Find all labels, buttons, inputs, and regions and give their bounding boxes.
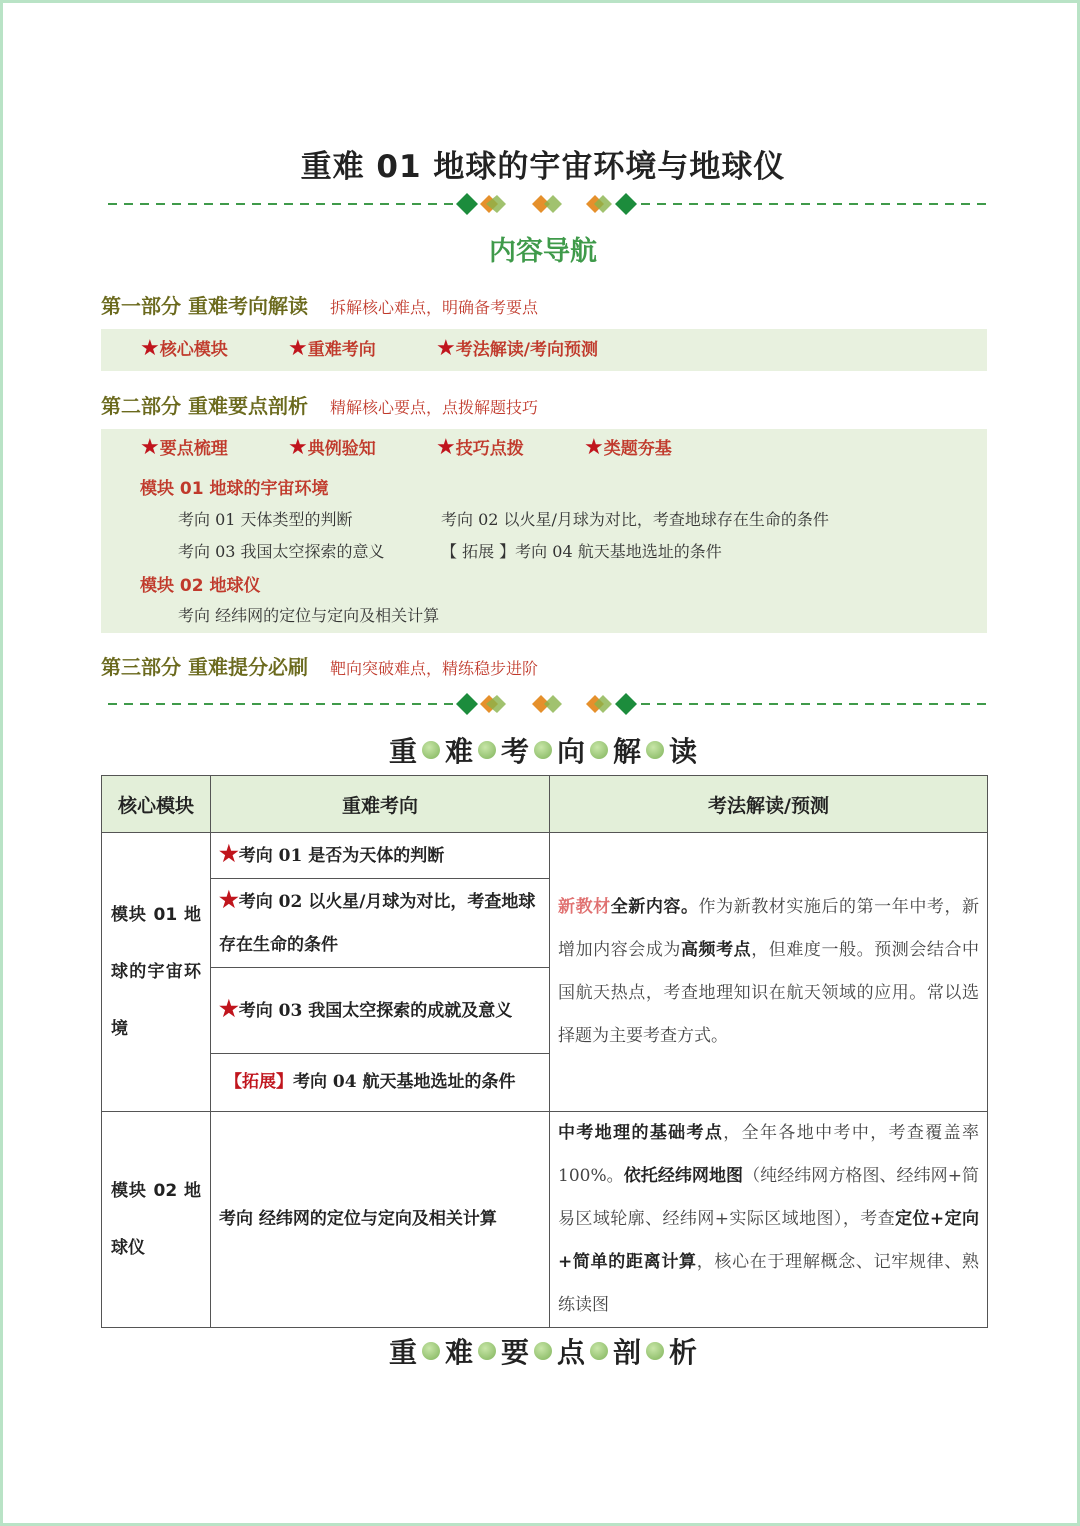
section-heading-analysis: 重 难 考 向 解 读 <box>388 735 698 768</box>
part-3-heading <box>101 651 538 680</box>
star-icon: ★ <box>140 435 160 460</box>
direction-item: 考向 01 天体类型的判断 <box>178 510 353 529</box>
part-2-desc: 精解核心要点，点拨解题技巧 <box>329 398 538 417</box>
star-item-exam-analysis: ★考法解读/考向预测 <box>436 336 598 361</box>
direction-item: 考向 03 我国太空探索的意义 <box>178 542 385 561</box>
table-header-module: 核心模块 <box>102 776 211 833</box>
star-icon: ★ <box>436 435 456 460</box>
star-item-key-points: ★要点梳理 <box>140 435 228 460</box>
analysis-cell-2: 中考地理的基础考点，全年各地中考中，考查覆盖率 100%。依托经纬网地图（纯经纬网方格图、经纬网+简易区域轮廓、经纬网+实际区域地图），考查定位+定向+简单的距离计算，核心在于理解概念、记牢规律、熟练读图 <box>550 1112 988 1328</box>
module-01-title: 模块 01 地球的宇宙环境 <box>140 479 329 499</box>
part-1-desc: 拆解核心难点，明确备考要点 <box>329 298 538 317</box>
module-02-title: 模块 02 地球仪 <box>140 576 261 596</box>
analysis-table <box>101 775 988 1328</box>
dot-icon <box>534 741 552 759</box>
direction-cell: ★考向 02 以火星/月球为对比，考查地球存在生命的条件 <box>211 879 550 968</box>
part-2-star-row <box>140 434 732 460</box>
module-01-cell: 模块 01 地球的宇宙环境 <box>102 833 211 1112</box>
dot-icon <box>478 741 496 759</box>
part-1-title: 第一部分 重难考向解读 <box>101 294 308 318</box>
divider-top <box>108 189 986 219</box>
direction-cell: ★考向 01 是否为天体的判断 <box>211 833 550 879</box>
section-heading-keypoints: 重 难 要 点 剖 析 <box>388 1336 698 1369</box>
star-icon: ★ <box>436 336 456 361</box>
dot-icon <box>478 1342 496 1360</box>
star-icon: ★ <box>584 435 604 460</box>
part-1-heading <box>101 290 538 319</box>
star-item-key-direction: ★重难考向 <box>288 336 376 361</box>
analysis-cell-1: 新教材全新内容。作为新教材实施后的第一年中考，新增加内容会成为高频考点，但难度一般。预测会结合中国航天热点，考查地理知识在航天领域的应用。常以选择题为主要考查方式。 <box>550 833 988 1112</box>
module-02-cell: 模块 02 地球仪 <box>102 1112 211 1328</box>
star-icon: ★ <box>219 996 239 1022</box>
direction-cell: 考向 经纬网的定位与定向及相关计算 <box>211 1112 550 1328</box>
direction-cell: ★考向 03 我国太空探索的成就及意义 <box>211 968 550 1054</box>
divider-bottom <box>108 689 986 719</box>
part-2-heading <box>101 390 538 419</box>
dot-icon <box>646 741 664 759</box>
star-item-core-module: ★核心模块 <box>140 336 228 361</box>
direction-cell-extension: 【拓展】考向 04 航天基地选址的条件 <box>211 1054 550 1112</box>
part-2-title: 第二部分 重难要点剖析 <box>101 394 308 418</box>
part-3-title: 第三部分 重难提分必刷 <box>101 655 308 679</box>
direction-item: 【 拓展 】考向 04 航天基地选址的条件 <box>441 542 722 561</box>
star-item-examples: ★典例验知 <box>288 435 376 460</box>
star-icon: ★ <box>288 435 308 460</box>
star-icon: ★ <box>140 336 160 361</box>
part-1-star-row <box>140 335 598 361</box>
star-item-skills: ★技巧点拨 <box>436 435 524 460</box>
content-nav-heading: 内容导航 <box>489 236 597 267</box>
direction-item: 考向 02 以火星/月球为对比，考查地球存在生命的条件 <box>441 510 829 529</box>
dot-icon <box>422 1342 440 1360</box>
dot-icon <box>590 1342 608 1360</box>
part-3-desc: 靶向突破难点，精练稳步进阶 <box>329 659 538 678</box>
page-title: 重难 01 地球的宇宙环境与地球仪 <box>300 149 786 185</box>
star-item-practice: ★类题夯基 <box>584 435 672 460</box>
star-icon: ★ <box>219 841 239 867</box>
dot-icon <box>534 1342 552 1360</box>
table-header-analysis: 考法解读/预测 <box>550 776 988 833</box>
dot-icon <box>590 741 608 759</box>
star-icon: ★ <box>288 336 308 361</box>
star-icon: ★ <box>219 887 239 913</box>
dot-icon <box>422 741 440 759</box>
table-header-direction: 重难考向 <box>211 776 550 833</box>
direction-item: 考向 经纬网的定位与定向及相关计算 <box>178 606 440 625</box>
dot-icon <box>646 1342 664 1360</box>
